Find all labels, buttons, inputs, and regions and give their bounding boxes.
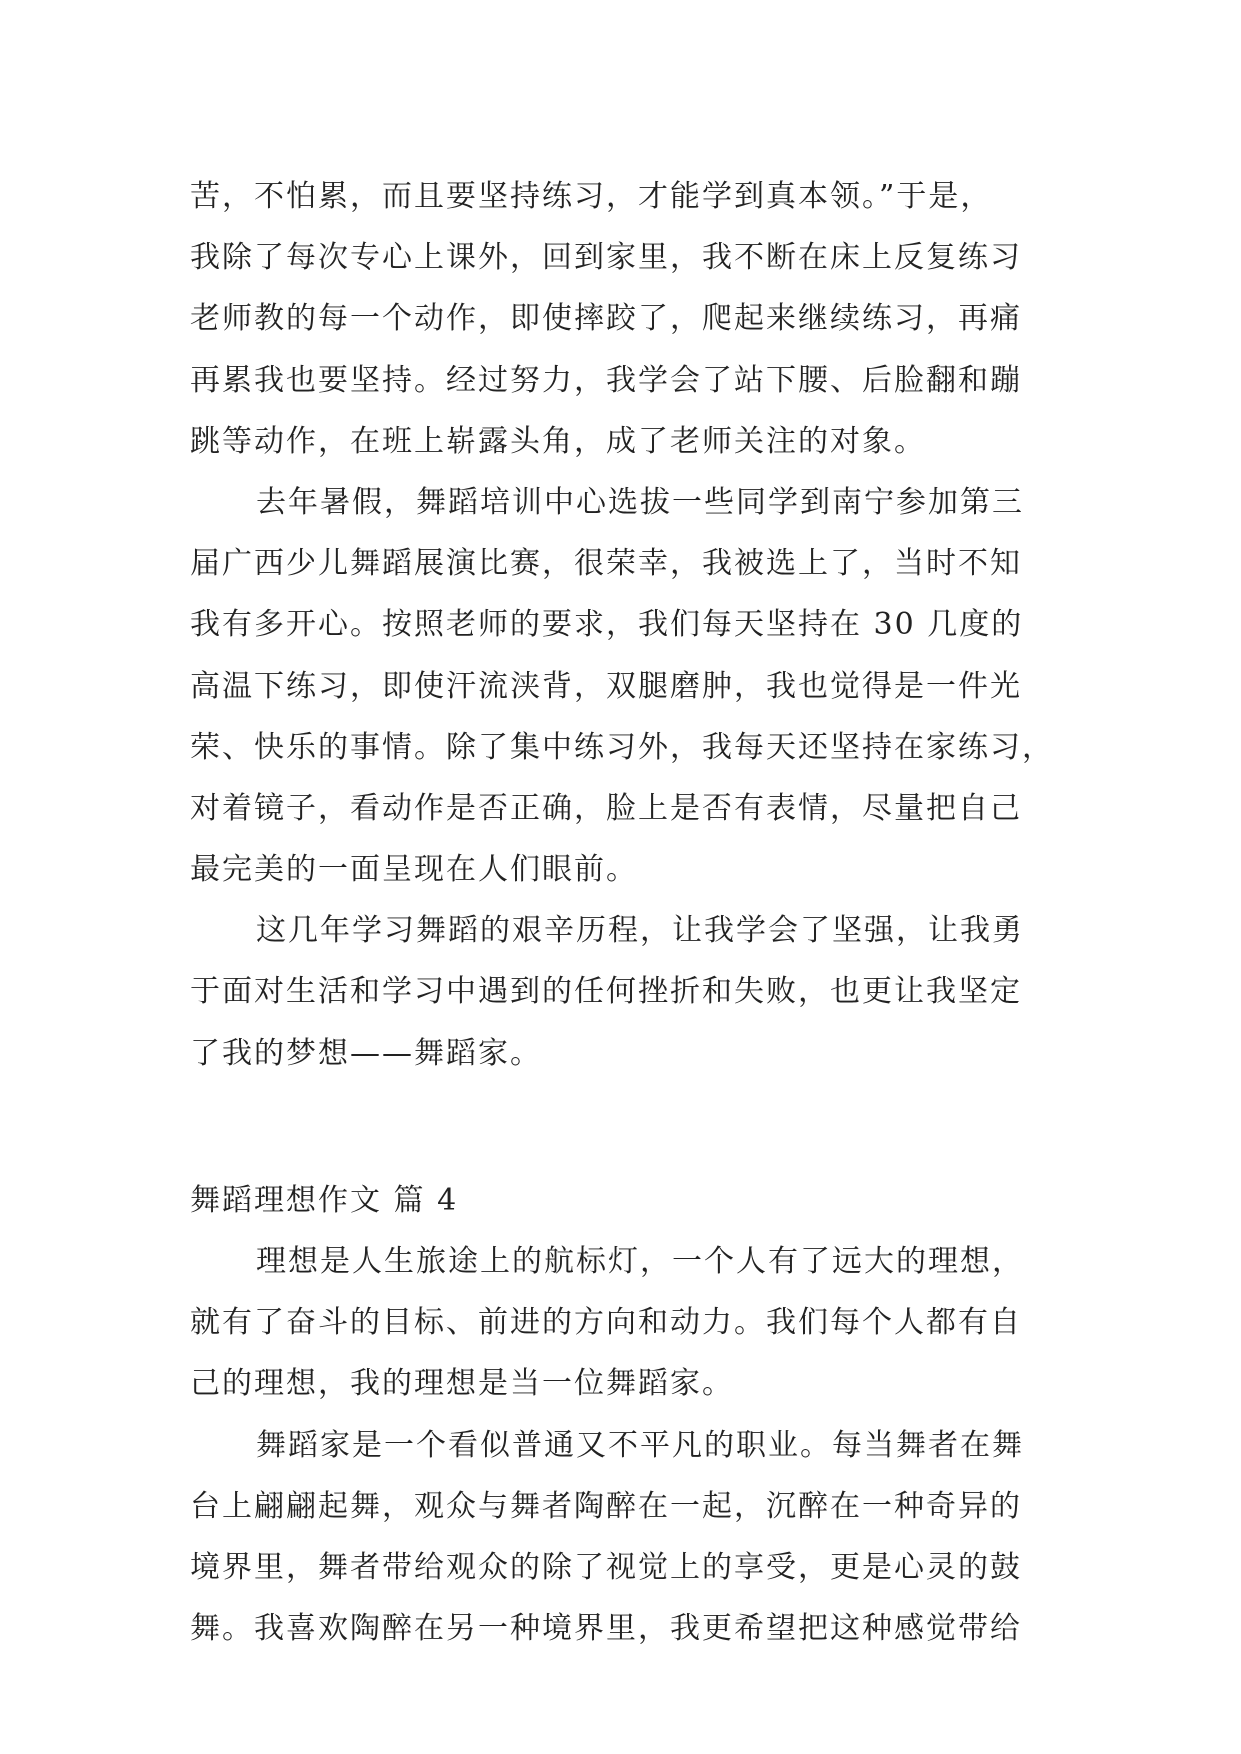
text-line: 对着镜子，看动作是否正确，脸上是否有表情，尽量把自己 xyxy=(190,790,1022,826)
text-line: 就有了奋斗的目标、前进的方向和动力。我们每个人都有自 xyxy=(190,1305,1022,1341)
text-line: 于面对生活和学习中遇到的任何挫折和失败，也更让我坚定 xyxy=(190,974,1022,1010)
text-line: 去年暑假，舞蹈培训中心选拔一些同学到南宁参加第三 xyxy=(256,484,1024,520)
paragraph xyxy=(190,900,1060,1084)
text-line: 高温下练习，即使汗流浃背，双腿磨肿，我也觉得是一件光 xyxy=(190,668,1022,704)
paragraph xyxy=(190,472,1060,900)
text-line: 荣、快乐的事情。除了集中练习外，我每天还坚持在家练习， xyxy=(190,729,1054,765)
text-line: 理想是人生旅途上的航标灯，一个人有了远大的理想， xyxy=(256,1244,1024,1279)
text-line: 最完美的一面呈现在人们眼前。 xyxy=(190,852,638,888)
text-line: 这几年学习舞蹈的艰辛历程，让我学会了坚强，让我勇 xyxy=(256,913,1024,949)
text-line: 苦，不怕累，而且要坚持练习，才能学到真本领。”于是， xyxy=(190,179,993,214)
text-line: 再累我也要坚持。经过努力，我学会了站下腰、后脸翻和蹦 xyxy=(190,362,1022,398)
document-body xyxy=(190,166,1060,1659)
text-line: 境界里，舞者带给观众的除了视觉上的享受，更是心灵的鼓 xyxy=(190,1549,1022,1585)
text-line: 舞蹈家是一个看似普通又不平凡的职业。每当舞者在舞 xyxy=(256,1427,1024,1463)
section-heading: 舞蹈理想作文 篇 4 xyxy=(190,1182,459,1218)
text-line: 老师教的每一个动作，即使摔跤了，爬起来继续练习，再痛 xyxy=(190,301,1022,337)
text-line: 我除了每次专心上课外，回到家里，我不断在床上反复练习 xyxy=(190,240,1022,276)
section-gap xyxy=(190,1084,1060,1170)
text-line: 舞。我喜欢陶醉在另一种境界里，我更希望把这种感觉带给 xyxy=(190,1611,1022,1647)
text-line: 台上翩翩起舞，观众与舞者陶醉在一起，沉醉在一种奇异的 xyxy=(190,1488,1022,1524)
paragraph xyxy=(190,1231,1060,1415)
text-line: 我有多开心。按照老师的要求，我们每天坚持在 30 几度的 xyxy=(190,607,1024,643)
paragraph xyxy=(190,166,1060,472)
text-line: 跳等动作，在班上崭露头角，成了老师关注的对象。 xyxy=(190,423,926,459)
text-line: 届广西少儿舞蹈展演比赛，很荣幸，我被选上了，当时不知 xyxy=(190,546,1022,582)
text-line: 了我的梦想——舞蹈家。 xyxy=(190,1035,542,1071)
text-line: 己的理想，我的理想是当一位舞蹈家。 xyxy=(190,1366,734,1402)
paragraph xyxy=(190,1415,1060,1660)
